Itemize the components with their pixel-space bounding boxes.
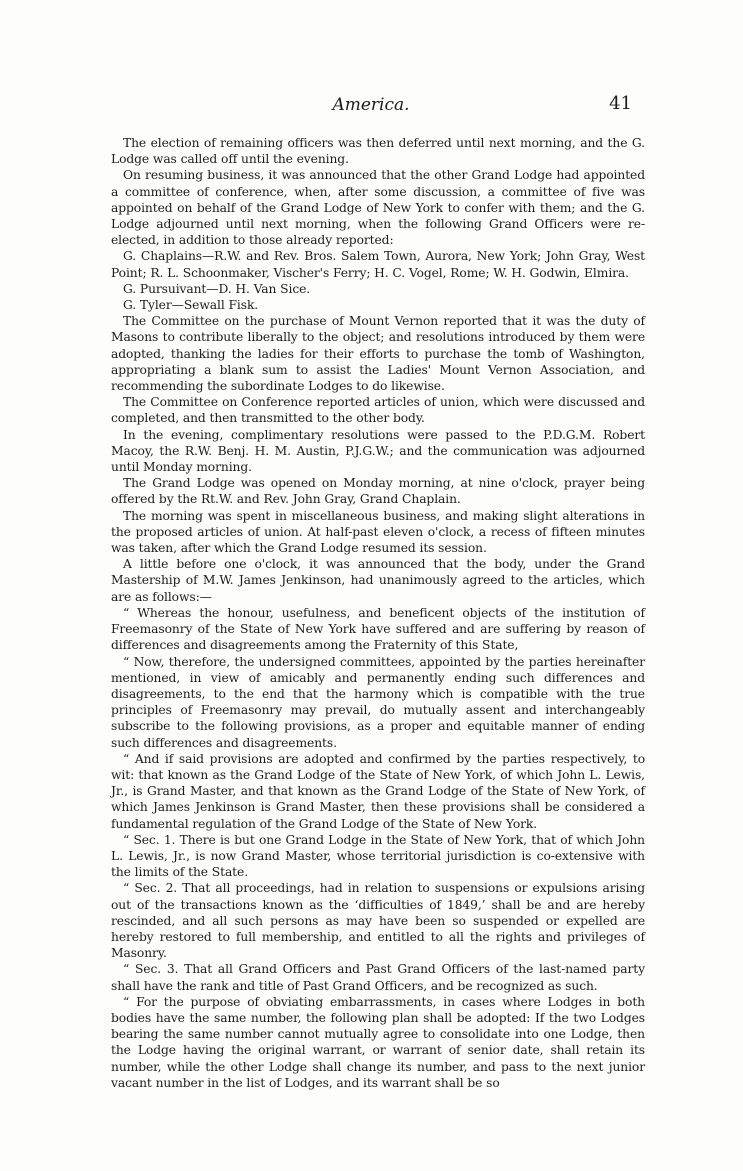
paragraph-evening: In the evening, complimentary resolutions were passed to the P.D.G.M. Robert Macoy, the R.W. Benj. H. M. Austin, P.J.G.W.; and the communication was adjourned until Monday morning. [111,427,645,475]
paragraph-conference: The Committee on Conference reported articles of union, which were discussed and completed, and then transmitted to the other body. [111,395,645,426]
paragraph-sec-3: “ Sec. 3. That all Grand Officers and Past Grand Officers of the last-named party shall have the rank and title of Past Grand Officers, and be recognized as such. [111,962,645,993]
page-header [110,93,632,117]
paragraph-whereas: “ Whereas the honour, usefulness, and beneficent objects of the institution of Freemasonry of the State of New York have suffered and are suffering by reason of differences and disagreements among the Fraternity of this State, [111,605,645,653]
paragraph-resuming-business: On resuming business, it was announced that the other Grand Lodge had appointed a committee of conference, when, after some discussion, a committee of five was appointed on behalf of the Grand Lodge of New York to confer with them; and the G. Lodge adjourned until next morning, when the following Grand Officers were re-elected, in addition to those already reported: [111,168,645,248]
paragraph-pursuivant: G. Pursuivant—D. H. Van Sice. [123,281,311,296]
paragraph-sec-1: “ Sec. 1. There is but one Grand Lodge in the State of New York, that of which John L. Lewis, Jr., is now Grand Master, whose territorial jurisdiction is co-extensive with the limits of the State. [111,832,645,880]
paragraph-provisions-adopted: “ And if said provisions are adopted and confirmed by the parties respectively, to wit: that known as the Grand Lodge of the State of New York, of which John L. Lewis, Jr., is Grand Master, and that known as the Grand Lodge of the State of New York, of which James Jenkinson is Grand Master, then these provisions shall be considered a fundamental regulation of the Grand Lodge of the State of New York. [111,751,645,831]
body-text [111,135,645,1091]
paragraph-now-therefore: “ Now, therefore, the undersigned committees, appointed by the parties hereinafter mentioned, in view of amicably and permanently ending such differences and disagreements, to the end that the harmony which is compatible with the true principles of Freemasonry may prevail, do mutually assent and interchangeably subscribe to the following provisions, as a proper and equitable manner of ending such differences and disagreements. [111,654,645,750]
paragraph-sec-2: “ Sec. 2. That all proceedings, had in relation to suspensions or expulsions arising out of the transactions known as the ‘difficulties of 1849,’ shall be and are hereby rescinded, and all such persons as may have been so suspended or expelled are hereby restored to full membership, and entitled to all the rights and privileges of Masonry. [111,881,645,961]
paragraph-morning-business: The morning was spent in miscellaneous business, and making slight alterations in the proposed articles of union. At half-past eleven o'clock, a recess of fifteen minutes was taken, after which the Grand Lodge resumed its session. [111,508,645,556]
paragraph-announcement: A little before one o'clock, it was announced that the body, under the Grand Mastership of M.W. James Jenkinson, had unanimously agreed to the articles, which are as follows:— [111,557,645,604]
paragraph-chaplains: G. Chaplains—R.W. and Rev. Bros. Salem Town, Aurora, New York; John Gray, West Point; R. L. Schoonmaker, Vischer's Ferry; H. C. Vogel, Rome; W. H. Godwin, Elmira. [111,249,645,280]
page-number: 41 [609,93,632,114]
paragraph-monday-opening: The Grand Lodge was opened on Monday morning, at nine o'clock, prayer being offered by the Rt.W. and Rev. John Gray, Grand Chaplain. [111,476,645,507]
running-title: America. [332,95,410,115]
paragraph-tyler: G. Tyler—Sewall Fisk. [123,298,259,313]
paragraph-mount-vernon: The Committee on the purchase of Mount Vernon reported that it was the duty of Masons to contribute liberally to the object; and resolutions introduced by them were adopted, thanking the ladies for their efforts to purchase the tomb of Washington, appropriating a blank sum to assist the Ladies' Mount Vernon Association, and recommending the subordinate Lodges to do likewise. [111,314,645,394]
paragraph-election: The election of remaining officers was then deferred until next morning, and the G. Lodge was called off until the evening. [111,136,645,167]
paragraph-lodge-numbers: “ For the purpose of obviating embarrassments, in cases where Lodges in both bodies have the same number, the following plan shall be adopted: If the two Lodges bearing the same number cannot mutually agree to consolidate into one Lodge, then the Lodge having the original warrant, or warrant of senior date, shall retain its number, while the other Lodge shall change its number, and pass to the next junior vacant number in the list of Lodges, and its warrant shall be so [111,994,645,1090]
